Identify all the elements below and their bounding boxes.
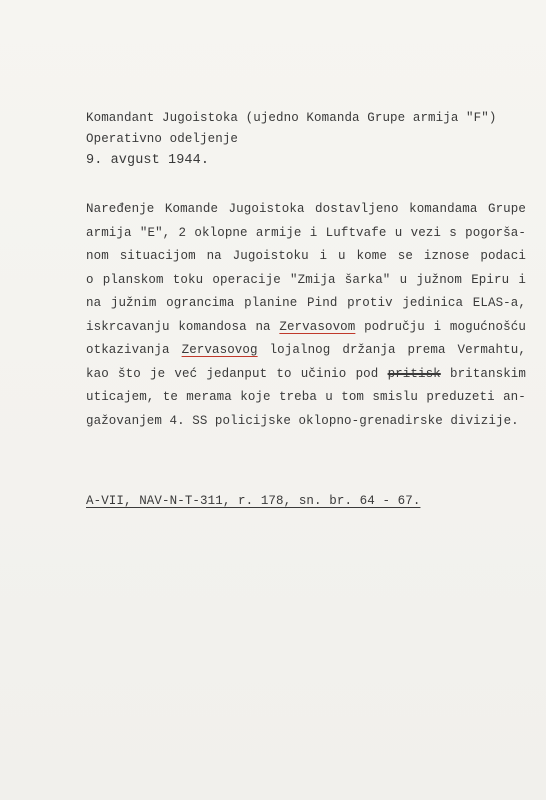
paragraph-word: na (86, 296, 102, 310)
paragraph-word: se (397, 249, 413, 263)
paragraph-word: u (325, 390, 333, 404)
paragraph-word: Naređenje (86, 202, 155, 216)
paragraph-word: ELAS-a, (472, 296, 526, 310)
paragraph-word: koje (240, 390, 271, 404)
paragraph-word: Epiru (471, 272, 510, 287)
paragraph-word: jedanput (206, 366, 268, 381)
paragraph-word: prema (407, 343, 446, 357)
paragraph-word: divizije. (450, 413, 519, 428)
source-reference: A-VII, NAV-N-T-311, r. 178, sn. br. 64 - 67. (86, 494, 421, 508)
paragraph-word: situacijom (119, 249, 196, 263)
paragraph-word: u (399, 272, 408, 287)
paragraph-word: 4. (169, 413, 185, 428)
paragraph-word: o (86, 272, 94, 287)
paragraph-word: u (338, 249, 346, 263)
paragraph-word: učinio (300, 366, 347, 381)
paragraph-word: lojalnog (269, 343, 331, 357)
paragraph-word: protiv (347, 296, 393, 310)
paragraph-word: pogorša- (465, 225, 526, 240)
paragraph-word: u (394, 225, 403, 240)
paragraph-word: šarka" (344, 272, 391, 287)
paragraph-word: nom (86, 249, 109, 263)
paragraph-word: i (518, 272, 526, 287)
paragraph-word: južnim (110, 296, 157, 310)
paragraph-word: i (319, 249, 328, 263)
paragraph-word: i (309, 225, 318, 240)
paragraph-word: "Zmija (290, 272, 336, 287)
paragraph-line (86, 386, 526, 410)
paragraph-word: toku (172, 272, 204, 287)
paragraph-word: smislu (372, 390, 418, 404)
document-header (86, 108, 526, 171)
paragraph-word: oklopno-grenadirske (298, 413, 443, 428)
paragraph-word: oklopne (194, 225, 248, 240)
paragraph-word: te (162, 390, 178, 404)
paragraph-word: merama (186, 390, 232, 404)
paragraph-word: planskom (102, 272, 164, 287)
paragraph-word: Vermahtu, (457, 343, 526, 357)
paragraph-word: Pind (307, 296, 338, 310)
document-paragraph (86, 198, 526, 433)
paragraph-word: pod (355, 366, 379, 381)
paragraph-word: iskrcavanju (86, 319, 170, 334)
paragraph-word: Zervasovom (279, 319, 356, 334)
paragraph-word: komandama (409, 202, 478, 216)
paragraph-word: policijske (214, 413, 291, 428)
paragraph-word: mogućnošću (449, 319, 526, 334)
paragraph-line (86, 222, 526, 246)
header-department: Operativno odeljenje (86, 132, 239, 146)
paragraph-word: komandosa (178, 319, 247, 334)
paragraph-word: operacije (212, 272, 281, 287)
paragraph-word: Grupe (487, 202, 526, 216)
paragraph-line (86, 410, 526, 434)
paragraph-word: držanja (342, 343, 396, 357)
paragraph-word: je (150, 366, 166, 381)
paragraph-word: to (276, 366, 292, 381)
header-command: Komandant Jugoistoka (ujedno Komanda Grupe armija "F") (86, 111, 497, 125)
paragraph-line (86, 339, 526, 363)
paragraph-word: otkazivanja (86, 343, 170, 357)
paragraph-word: vezi (410, 225, 442, 240)
paragraph-word: Jugoistoka (228, 202, 305, 216)
paragraph-word: iznose (423, 249, 470, 263)
paragraph-word: području (364, 319, 425, 334)
paragraph-word: Zervasovog (181, 343, 258, 357)
paragraph-word: preduzeti (426, 390, 495, 404)
paragraph-word: SS (192, 413, 208, 428)
paragraph-word: Luftvafe (325, 225, 387, 240)
paragraph-word: kao (86, 366, 109, 381)
paragraph-word: tom (341, 390, 365, 404)
paragraph-word: 2 (178, 225, 187, 240)
paragraph-line (86, 363, 526, 387)
paragraph-word: pritisk (387, 366, 441, 381)
paragraph-line (86, 269, 526, 293)
paragraph-word: gažovanjem (86, 413, 163, 428)
paragraph-word: jedinica (402, 296, 464, 310)
paragraph-word: planine (244, 296, 298, 310)
paragraph-word: uticajem, (86, 390, 155, 404)
paragraph-line (86, 292, 526, 316)
paragraph-word: "E", (139, 225, 171, 240)
paragraph-line (86, 198, 526, 222)
paragraph-word: britanskim (449, 366, 526, 381)
paragraph-word: južnom (416, 272, 462, 287)
paragraph-line (86, 245, 526, 269)
paragraph-word: na (255, 319, 271, 334)
paragraph-word: an- (503, 390, 526, 404)
paragraph-word: treba (278, 390, 317, 404)
paragraph-word: armije (255, 225, 302, 240)
paragraph-word: dostavljeno (315, 202, 399, 216)
header-date: 9. avgust 1944. (86, 153, 210, 168)
paragraph-word: Jugoistoku (232, 249, 309, 263)
paragraph-line (86, 316, 526, 340)
paragraph-word: ograncima (166, 296, 235, 310)
paragraph-word: što (118, 366, 141, 381)
paragraph-word: na (206, 249, 222, 263)
paragraph-word: i (433, 319, 442, 334)
paragraph-word: kome (356, 249, 387, 263)
paragraph-word: Komande (164, 202, 219, 216)
paragraph-word: već (174, 366, 198, 381)
paragraph-word: armija (86, 225, 132, 240)
paragraph-word: s (449, 225, 457, 240)
paragraph-word: podaci (480, 249, 526, 263)
